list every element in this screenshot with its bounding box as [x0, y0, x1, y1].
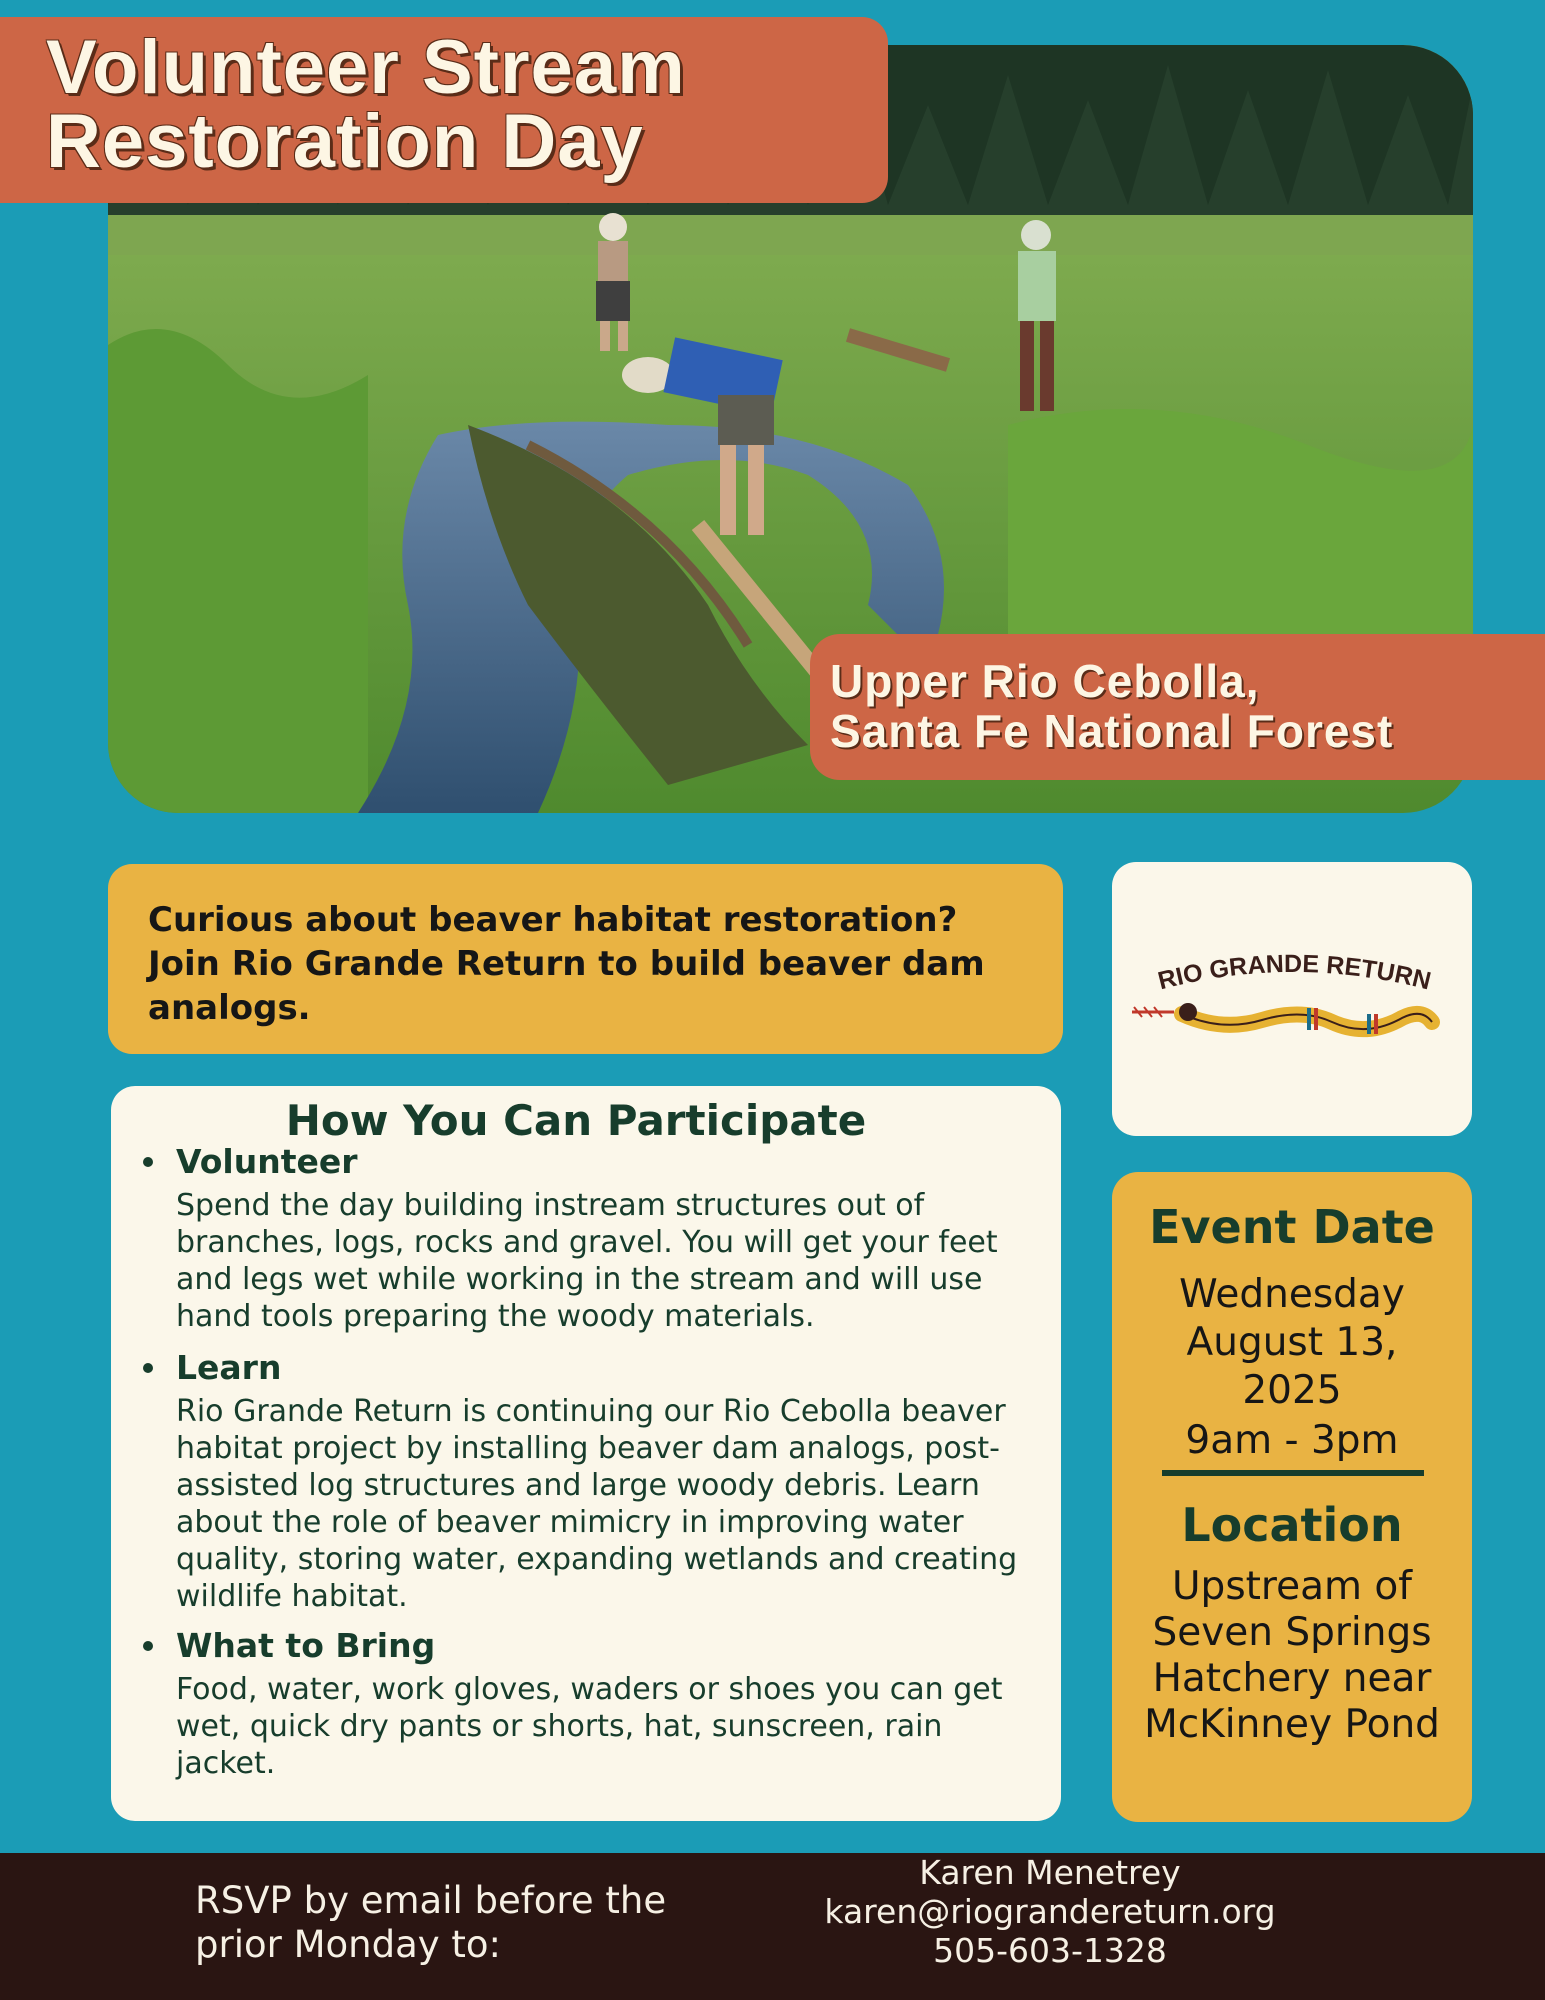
- rio-grande-return-logo: [1112, 862, 1472, 1136]
- participate-heading: How You Can Participate: [285, 1096, 867, 1145]
- participate-card: [111, 1086, 1061, 1821]
- footer: [0, 1853, 1545, 2000]
- rsvp-text: [195, 1879, 666, 1967]
- contact-email[interactable]: karen@riograndereturn.org: [824, 1892, 1276, 1931]
- item-body-learn: Rio Grande Return is continuing our Rio Cebolla beaver habitat project by installing beaver dam analogs, post-assisted log structures and large woody debris. Learn about the role of beaver mimicry in improving water quality, storing water, expanding wetlands and creating wildlife habitat.: [176, 1394, 1018, 1614]
- item-title-volunteer: Volunteer: [176, 1142, 1036, 1181]
- title-line-1: Volunteer Stream: [46, 25, 686, 110]
- item-title-what-to-bring: What to Bring: [176, 1626, 1036, 1665]
- location-line: Hatchery near: [1152, 1656, 1432, 1701]
- location-line: Seven Springs: [1152, 1610, 1432, 1655]
- contact-phone[interactable]: 505-603-1328: [933, 1931, 1167, 1970]
- contact-name: Karen Menetrey: [919, 1853, 1181, 1892]
- contact-info: [800, 1853, 1300, 1970]
- intro-box: [108, 864, 1063, 1054]
- event-date-heading: Event Date: [1149, 1200, 1435, 1254]
- event-day: Wednesday: [1179, 1272, 1405, 1317]
- title-banner: [0, 17, 888, 203]
- event-date: August 13,: [1186, 1320, 1398, 1365]
- list-item: [176, 1348, 1036, 1615]
- list-item: [176, 1142, 1036, 1335]
- location-heading: Location: [1181, 1498, 1403, 1552]
- location-banner-line-2: Santa Fe National Forest: [830, 705, 1394, 757]
- event-card: [1112, 1172, 1472, 1822]
- location-banner: [810, 634, 1545, 780]
- event-year: 2025: [1242, 1368, 1342, 1413]
- item-body-what-to-bring: Food, water, work gloves, waders or shoes you can get wet, quick dry pants or shorts, hat, sunscreen, rain jacket.: [176, 1672, 1003, 1781]
- list-item: [176, 1626, 1036, 1782]
- item-title-learn: Learn: [176, 1348, 1036, 1387]
- event-time: 9am - 3pm: [1185, 1418, 1399, 1463]
- title-line-2: Restoration Day: [46, 99, 644, 184]
- logo-card: [1112, 862, 1472, 1136]
- logo-text: RIO GRANDE RETURN: [1155, 949, 1434, 996]
- location-banner-line-1: Upper Rio Cebolla,: [830, 655, 1260, 707]
- location-line: Upstream of: [1172, 1564, 1412, 1609]
- divider: [1162, 1470, 1424, 1476]
- rsvp-line-1: RSVP by email before the: [195, 1879, 667, 1922]
- intro-text: Curious about beaver habitat restoration? Join Rio Grande Return to build beaver dam analogs.: [148, 900, 985, 1028]
- svg-text:RIO GRANDE RETURN: [1155, 950, 1433, 995]
- location-line: McKinney Pond: [1144, 1702, 1440, 1747]
- item-body-volunteer: Spend the day building instream structures out of branches, logs, rocks and gravel. You will get your feet and legs wet while working in the stream and will use hand tools preparing the woody materials.: [176, 1188, 998, 1334]
- rsvp-line-2: prior Monday to:: [195, 1923, 502, 1966]
